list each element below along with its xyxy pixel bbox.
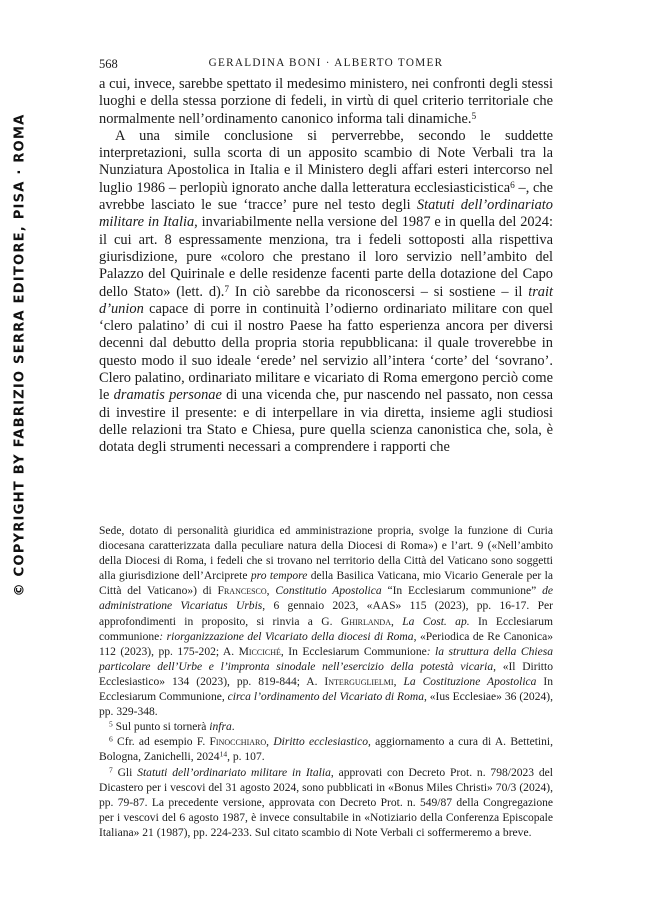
page-number: 568 bbox=[99, 57, 118, 71]
text-run: . bbox=[231, 721, 235, 734]
text-run: In Ecclesiarum Communione bbox=[99, 675, 554, 704]
footnote-number: 5 bbox=[109, 719, 113, 729]
italic-title: Diritto ecclesiastico bbox=[273, 736, 369, 749]
footnote-ref-6[interactable]: 6 bbox=[510, 180, 515, 191]
text-run: di una vicenda che, pur nascendo nel passato, non cessa di investire il presente: e di interpellare in via diretta, insieme agli studiosi delle relazioni tra Stato e Chiesa, pure quella scienza canonistica che, sola, è dotata degli strumenti necessari a comprendere i rapporti che bbox=[99, 387, 554, 456]
footnote-continuation bbox=[99, 524, 553, 720]
italic-title: Statuti dell’ordinariato militare in Italia bbox=[137, 766, 331, 779]
author-name: Finocchiaro bbox=[209, 736, 267, 749]
footnote-ref-7[interactable]: 7 bbox=[224, 284, 230, 295]
paragraph-2 bbox=[99, 128, 553, 457]
text-run: , aggiornamento a cura di A. Bettetini, Bologna, Zanichelli, 2024 bbox=[99, 736, 553, 764]
text-run: In Ecclesiarum communione bbox=[99, 615, 553, 643]
paragraph-1-text: a cui, invece, sarebbe spettato il medesimo ministero, nei confronti degli stessi luoghi e della stessa porzione di fedeli, in virtù di quel criterio territoriale che normalmente nell’ordinamento canonico informa tali dinamiche. bbox=[99, 76, 553, 127]
text-run: A una simile conclusione si perverrebbe, secondo le suddette interpretazioni, sulla scorta di un apposito scambio di Note Verbali tra la Nunziatura Apostolica in Italia e il Ministero degli affari esteri intercorso nel luglio 1986 – perlopiù ignorato anche dalla letteratura ecclesiasticistica bbox=[99, 127, 553, 196]
footnotes bbox=[99, 524, 553, 841]
author-name: Francesco bbox=[217, 585, 267, 598]
italic-title: La Costituzione Apostolica bbox=[403, 675, 537, 688]
main-text bbox=[99, 76, 553, 457]
copyright-text: © COPYRIGHT BY FABRIZIO SERRA EDITORE, PISA · ROMA bbox=[12, 113, 28, 597]
text-run: , «Ius Ecclesiae» 36 (2024), pp. 329-348. bbox=[99, 691, 553, 719]
author-name: Micciché bbox=[238, 645, 281, 658]
text-run: –, che avrebbe lasciato le sue ‘tracce’ pure nel testo degli bbox=[99, 179, 553, 214]
footnote-ref-5[interactable]: 5 bbox=[471, 111, 477, 122]
text-run: , p. 107. bbox=[227, 751, 265, 764]
text-run: Cfr. ad esempio F. bbox=[112, 736, 210, 749]
italic-title: : la struttura della Chiesa particolare dell’Urbe e l’impronta sinodale nell’esercizio della potestà vicaria bbox=[99, 645, 553, 673]
footnote-6 bbox=[99, 735, 553, 765]
author-name: Ghirlanda bbox=[340, 615, 391, 628]
text-run: , 6 gennaio 2023, «AAS» 115 (2023), pp. 16-17. Per approfondimenti in proposito, si rinvia a G. bbox=[99, 600, 553, 628]
text-run: , «Il Diritto Ecclesiastico» 134 (2023), pp. 819-844; A. bbox=[99, 660, 553, 688]
text-run: “In Ecclesiarum communione” bbox=[381, 585, 543, 598]
author-name: Interguglielmi bbox=[324, 675, 394, 688]
italic-title: Constitutio Apostolica bbox=[275, 585, 382, 598]
running-head: GERALDINA BONI · ALBERTO TOMER bbox=[208, 57, 444, 69]
italic-title: , circa l’ordinamento del Vicariato di Roma bbox=[221, 691, 424, 704]
italic-title: La Cost. ap. bbox=[402, 615, 470, 628]
text-run: Gli bbox=[112, 766, 138, 779]
text-run: della Basilica Vaticana, mio Vicario Generale per la Città del Vaticano») di bbox=[99, 570, 553, 598]
text-run: capace di porre in continuità l’odierno ordinariato militare con quel ‘clero palatino’ di cui il nostro Paese ha fatto esperienza ancora per diversi decenni dal debutto della propria storia repubblicana: il quale troverebbe in questo modo il suo ideale ‘erede’ nel servizio all’intera ‘corte’ del ‘sovrano’. Clero palatino, ordinariato militare e vicariato di Roma emergono perciò come le bbox=[99, 300, 553, 404]
text-run: , bbox=[393, 675, 404, 688]
text-run: Sul punto si tornerà bbox=[112, 721, 210, 734]
text-run: , approvati con Decreto Prot. n. 798/2023 del Dicastero per i vescovi del 31 agosto 2024, sono pubblicati in «Bonus Miles Christi» 70/3 (2024), pp. 79-87. La precedente versione, approvata con Decreto Prot. n. 549/87 della Congregazione per i vescovi del 6 agosto 1987, è invece consultabile in «Notiziario della Conferenza Episcopale Italiana» 21 (1987), pp. 224-233. Sul citato scambio di Note Verbali ci soffermeremo a breve. bbox=[99, 766, 554, 839]
page-header bbox=[99, 57, 553, 73]
footnote-7 bbox=[99, 766, 553, 841]
italic-title: de administratione Vicariatus Urbis bbox=[99, 585, 553, 613]
paragraph-1 bbox=[99, 76, 553, 128]
text-run: , «Periodica de Re Canonica» 112 (2023), pp. 175-202; A. bbox=[99, 630, 554, 658]
text-run: , invariabilmente nella versione del 1987 e in quella del 2024: il cui art. 8 espressamente menziona, tra i fedeli sottoposti alla rispettiva giurisdizione, pure «coloro che prestano il loro servizio nell’ambito del Palazzo del Quirinale e delle residenze facenti parte della dotazione del Capo dello Stato» (lett. d). bbox=[99, 214, 553, 300]
text-run: In ciò sarebbe da riconoscersi – si sostiene – il bbox=[229, 283, 529, 300]
italic-term: pro tempore bbox=[250, 570, 308, 583]
italic-title: : riorganizzazione del Vicariato della diocesi di Roma bbox=[159, 630, 414, 643]
italic-term: infra bbox=[209, 721, 232, 734]
text-run: , bbox=[390, 615, 403, 628]
italic-term: dramatis personae bbox=[113, 387, 222, 404]
footnote-5 bbox=[99, 720, 553, 735]
footnote-number: 6 bbox=[109, 734, 113, 744]
footnote-number: 7 bbox=[109, 765, 113, 775]
text-run: Sede, dotato di personalità giuridica ed amministrazione propria, svolge la funzione di Curia diocesana caratterizzata dalla peculiare natura della Diocesi di Roma») e l’art. 9 («Nell’ambito della Diocesi di Roma, i fedeli che si trovano nel territorio della Città del Vaticano sono soggetti alla giurisdizione dell’Arciprete bbox=[99, 525, 553, 583]
italic-term: trait d’union bbox=[99, 283, 553, 317]
text-run: , bbox=[266, 585, 276, 598]
text-run: , In Ecclesiarum Communione bbox=[280, 645, 427, 658]
edition-number: 14 bbox=[219, 750, 228, 760]
text-run: , bbox=[266, 736, 274, 749]
italic-title: Statuti dell’ordinariato militare in Italia bbox=[99, 197, 553, 231]
copyright-sidebar bbox=[0, 0, 40, 922]
